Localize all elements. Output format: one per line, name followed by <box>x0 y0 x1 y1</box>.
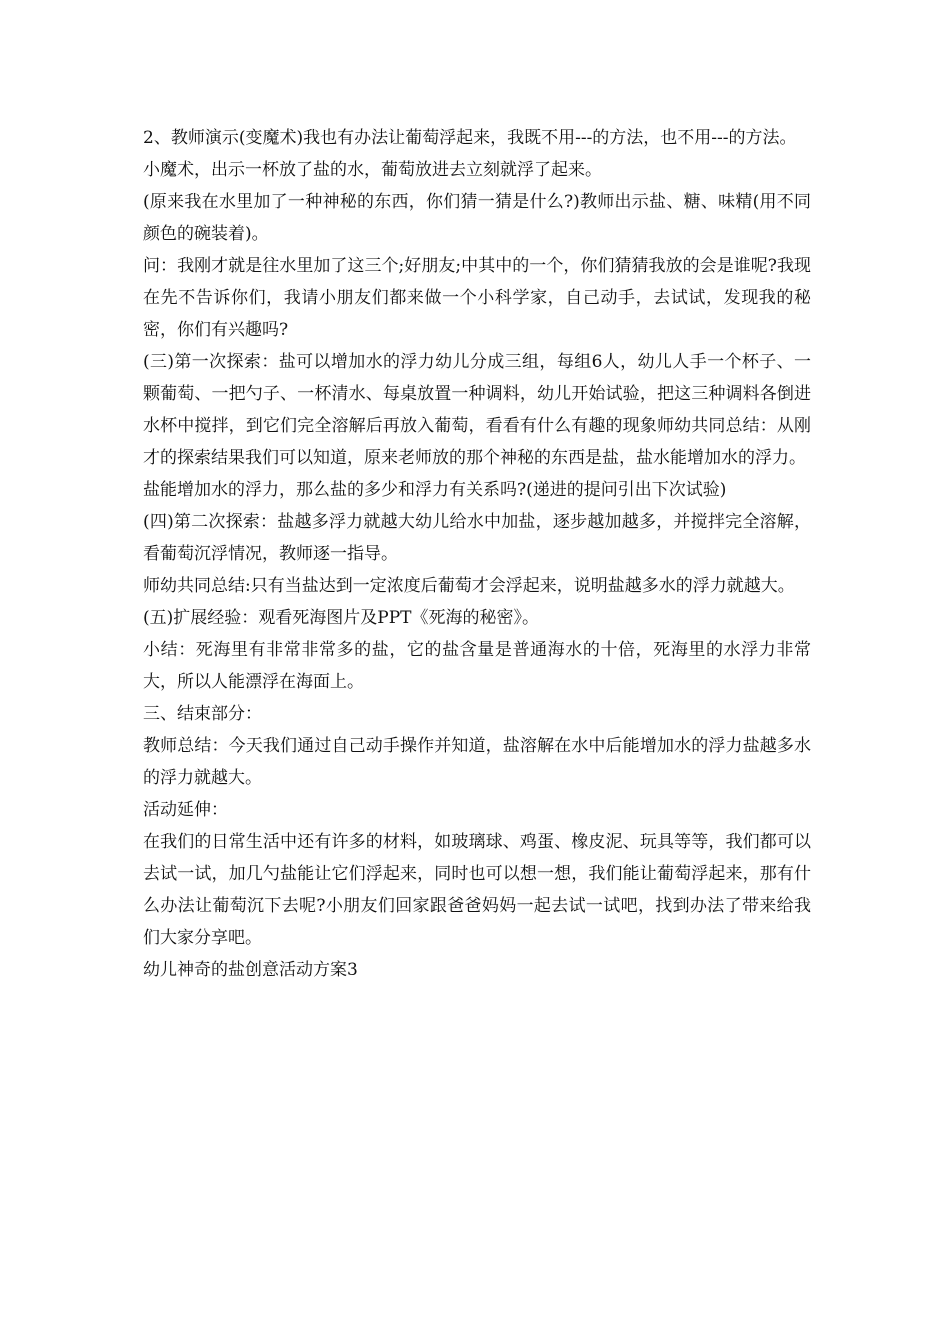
paragraph-first-exploration: (三)第一次探索：盐可以增加水的浮力幼儿分成三组，每组6人，幼儿人手一个杯子、一颗葡萄、一把勺子、一杯清水、每桌放置一种调料，幼儿开始试验，把这三种调料各倒进水杯中搅拌，到它们完全溶解后再放入葡萄，看看有什么有趣的现象师幼共同总结：从刚才的探索结果我们可以知道，原来老师放的那个神秘的东西是盐，盐水能增加水的浮力。 <box>143 352 811 468</box>
paragraph-joint-summary: 师幼共同总结:只有当盐达到一定浓度后葡萄才会浮起来，说明盐越多水的浮力就越大。 <box>143 576 795 596</box>
paragraph-second-exploration: (四)第二次探索：盐越多浮力就越大幼儿给水中加盐，逐步越加越多，并搅拌完全溶解，看葡萄沉浮情况，教师逐一指导。 <box>143 512 811 564</box>
paragraph-salt-buoyancy-question: 盐能增加水的浮力，那么盐的多少和浮力有关系吗?(递进的提问引出下次试验) <box>143 480 727 500</box>
paragraph-dead-sea-summary: 小结：死海里有非常非常多的盐，它的盐含量是普通海水的十倍，死海里的水浮力非常大，所以人能漂浮在海面上。 <box>143 640 811 692</box>
paragraph-magic-trick: 小魔术，出示一杯放了盐的水，葡萄放进去立刻就浮了起来。 <box>143 160 602 180</box>
section-heading-extension: 活动延伸： <box>143 800 228 820</box>
paragraph-guess-ingredient: (原来我在水里加了一种神秘的东西，你们猜一猜是什么?)教师出示盐、糖、味精(用不同颜色的碗装着)。 <box>143 192 811 244</box>
paragraph-question: 问：我刚才就是往水里加了这三个;好朋友;中其中的一个，你们猜猜我放的会是谁呢?我现在先不告诉你们，我请小朋友们都来做一个小科学家，自己动手，去试试，发现我的秘密，你们有兴趣吗? <box>143 256 811 340</box>
paragraph-daily-life-materials: 在我们的日常生活中还有许多的材料，如玻璃球、鸡蛋、橡皮泥、玩具等等，我们都可以去试一试，加几勺盐能让它们浮起来，同时也可以想一想，我们能让葡萄浮起来，那有什么办法让葡萄沉下去呢?小朋友们回家跟爸爸妈妈一起去试一试吧，找到办法了带来给我们大家分享吧。 <box>143 832 811 948</box>
paragraph-teacher-summary: 教师总结：今天我们通过自己动手操作并知道，盐溶解在水中后能增加水的浮力盐越多水的浮力就越大。 <box>143 736 811 788</box>
paragraph-magic-demo: 2、教师演示(变魔术)我也有办法让葡萄浮起来，我既不用---的方法，也不用---的方法。 <box>143 128 797 148</box>
document-section-title: 幼儿神奇的盐创意活动方案3 <box>143 960 358 980</box>
section-heading-ending: 三、结束部分： <box>143 704 262 724</box>
document-body <box>143 122 811 986</box>
paragraph-extend-experience: (五)扩展经验：观看死海图片及PPT《死海的秘密》。 <box>143 608 539 628</box>
